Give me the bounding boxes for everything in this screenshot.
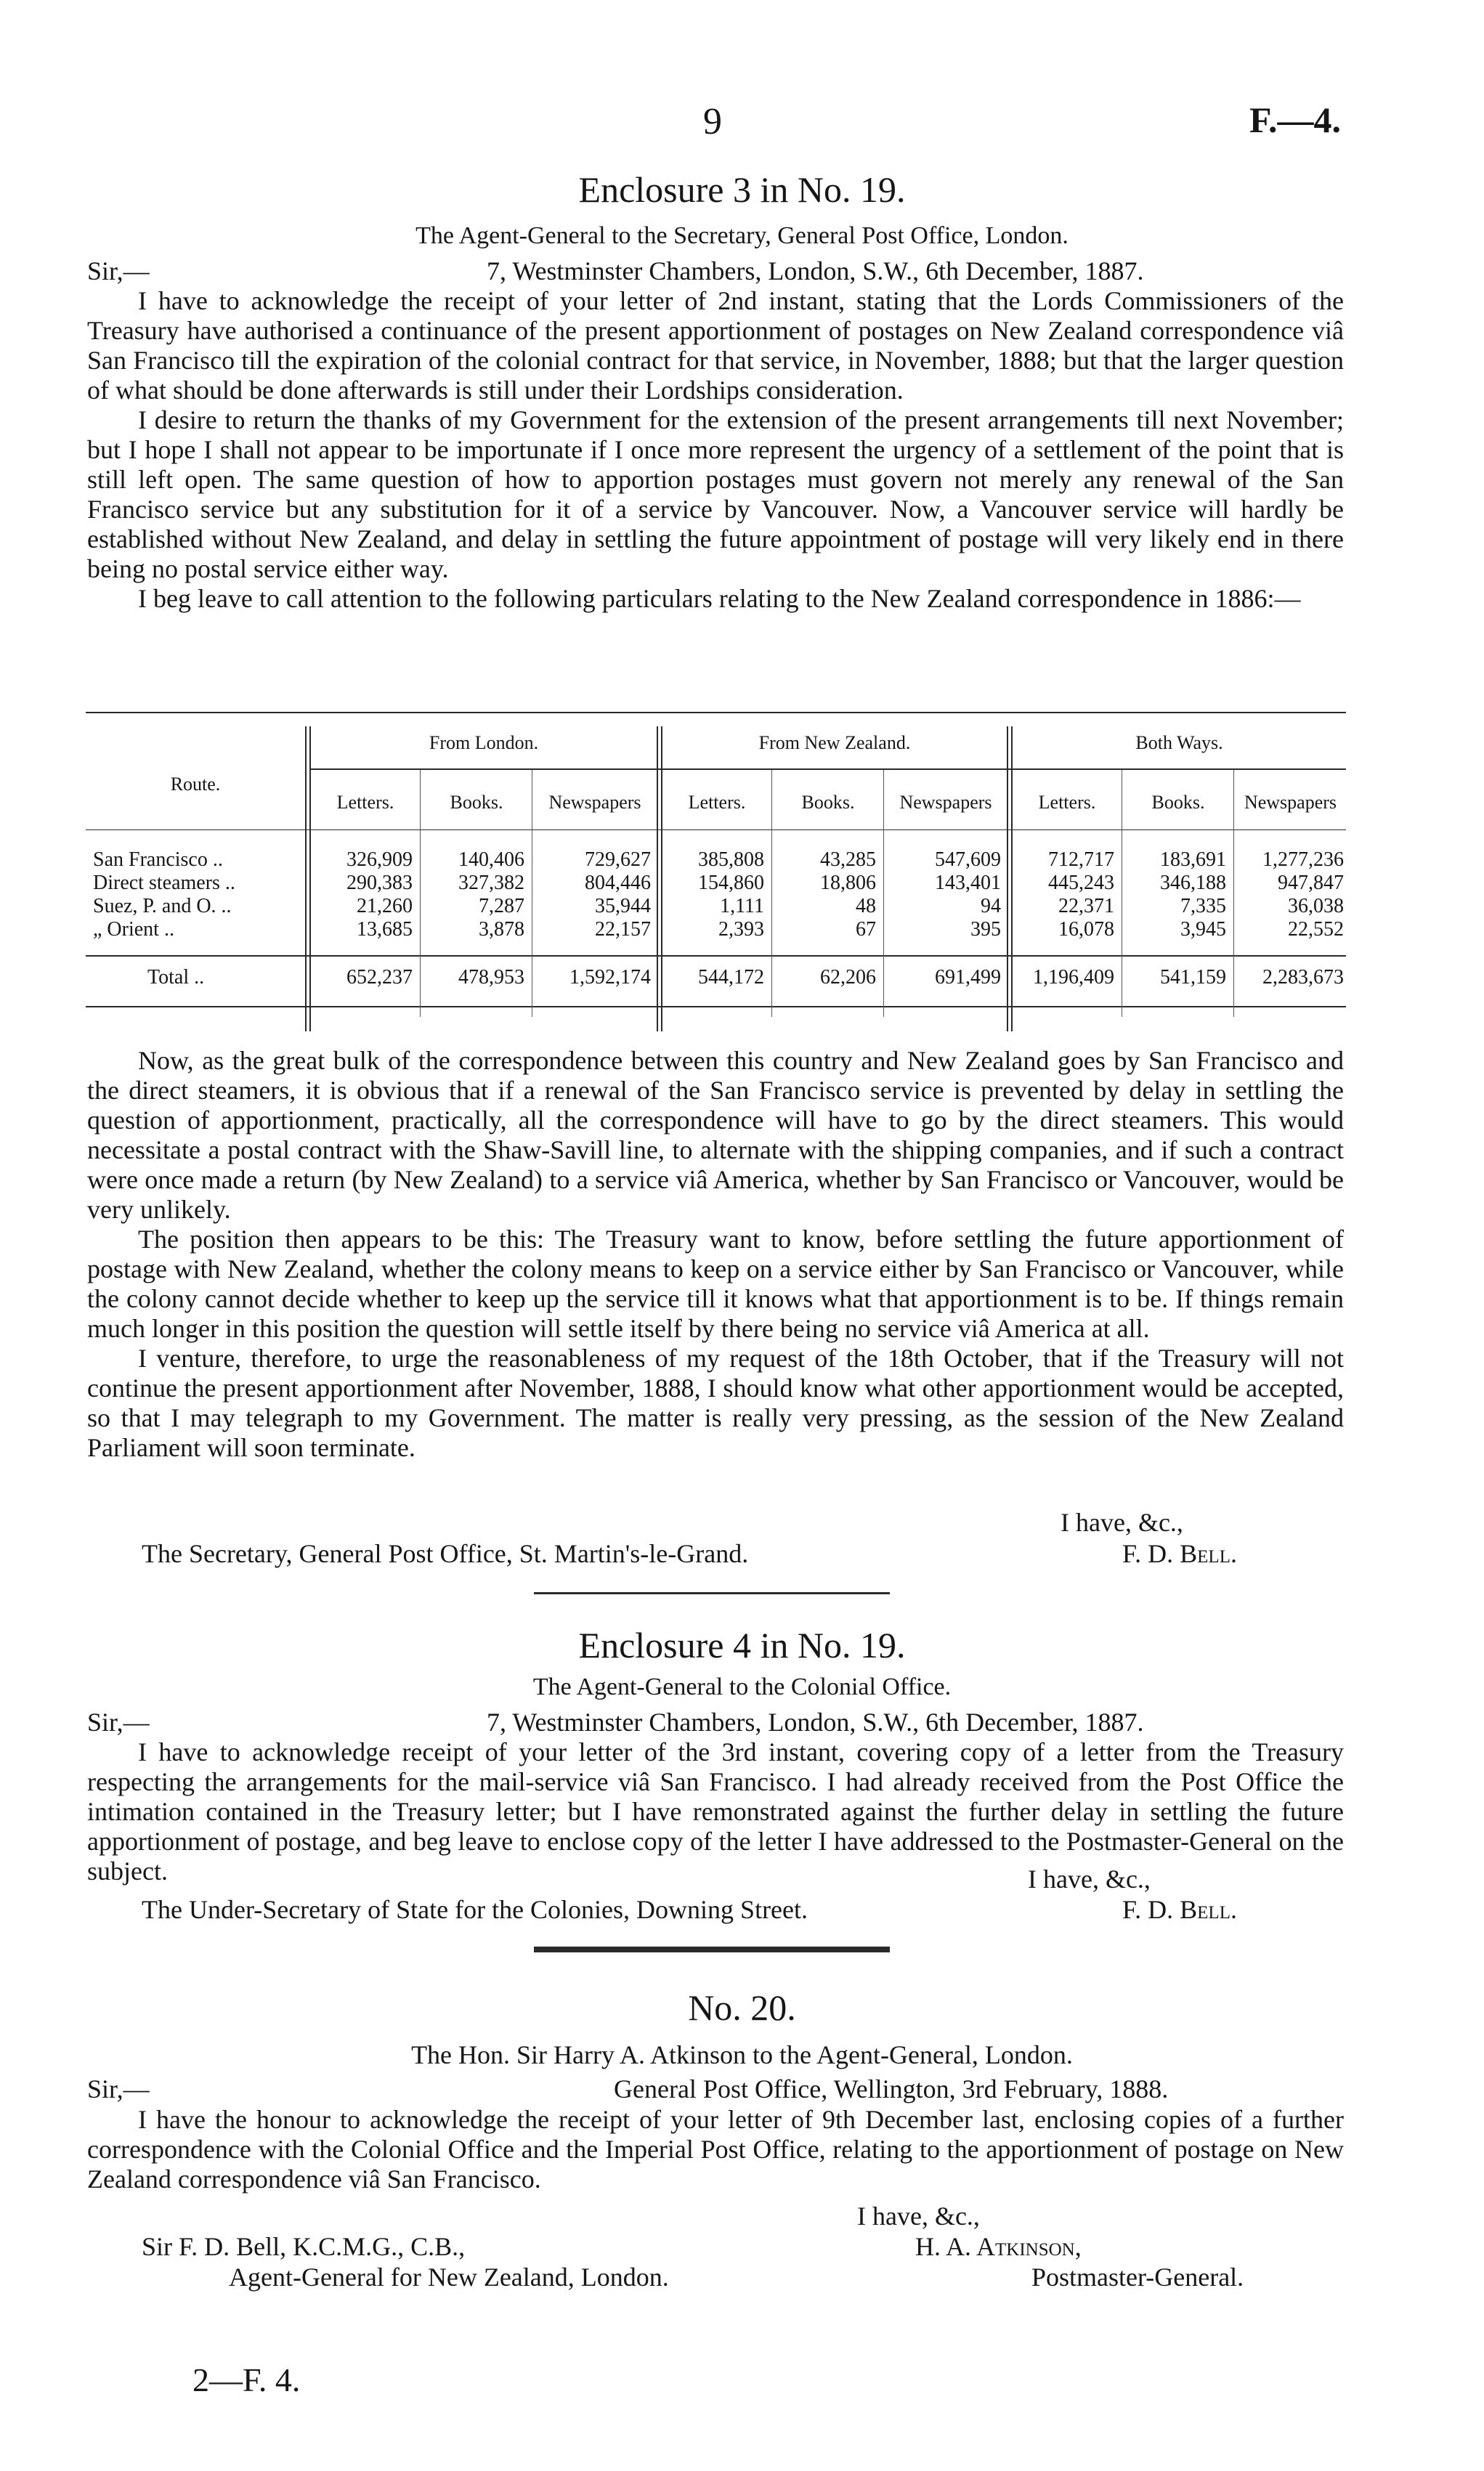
- enclosure-3-from-to: The Agent-General to the Secretary, General Post Office, London.: [415, 222, 1069, 249]
- no-20-closing: I have, &c.,: [857, 2202, 980, 2231]
- paragraph: I have to acknowledge receipt of your letter of the 3rd instant, covering copy of a letter from the Treasury respecting the arrangements for the mail-service viâ San Francisco. I had already received from the Post Office the intimation contained in the Treasury letter; but I have remonstrated against the further delay in settling the future apportionment of postage, and beg leave to enclose copy of the letter I have addressed to the Postmaster-General on the subject.: [87, 1737, 1344, 1886]
- signature-mark: 2—F. 4.: [192, 2361, 301, 2398]
- table-cell: 327,382: [458, 872, 524, 894]
- enclosure-3-address: 7, Westminster Chambers, London, S.W., 6th December, 1887.: [487, 256, 1144, 285]
- table-row-route: Total ..: [147, 966, 205, 989]
- table-cell: 35,944: [595, 895, 651, 917]
- table-cell: 22,157: [595, 918, 651, 941]
- table-cell: 13,685: [357, 918, 413, 941]
- no-20-salutation: Sir,—: [87, 2074, 150, 2103]
- table-cell: 1,111: [720, 895, 764, 917]
- table-cell: 729,627: [585, 848, 651, 871]
- table-cell: 3,878: [479, 918, 524, 941]
- no-20-address: General Post Office, Wellington, 3rd February, 1888.: [614, 2074, 1169, 2103]
- subheader-books: Books.: [801, 792, 855, 813]
- table-cell: 183,691: [1160, 848, 1226, 871]
- enclosure-3-signature: F. D. Bell.: [1122, 1539, 1237, 1568]
- group-header-from-london: From London.: [429, 732, 539, 753]
- group-header-from-new-zealand: From New Zealand.: [758, 732, 911, 753]
- subheader-books: Books.: [1151, 792, 1205, 813]
- table-cell: 346,188: [1160, 872, 1226, 894]
- enclosure-4-signature: F. D. Bell.: [1122, 1895, 1237, 1924]
- table-cell: 36,038: [1288, 895, 1344, 917]
- no-20-from-to: The Hon. Sir Harry A. Atkinson to the Agent-General, London.: [411, 2040, 1073, 2069]
- table-cell: 445,243: [1048, 872, 1114, 894]
- table-cell: 691,499: [935, 966, 1001, 989]
- table-cell: 43,285: [820, 848, 876, 871]
- table-cell: 7,287: [479, 895, 524, 917]
- subheader-books: Books.: [450, 792, 503, 813]
- paragraph: The position then appears to be this: The Treasury want to know, before settling the future apportionment of postage with New Zealand, whether the colony means to keep on a service either by San Francisco or Vancouver, while the colony cannot decide whether to keep up the service till it knows what that apportionment is to be. If things remain much longer in this position the question will settle itself by there being no service viâ America at all.: [87, 1225, 1344, 1343]
- table-cell: 1,196,409: [1033, 966, 1114, 989]
- table-cell: 2,393: [718, 918, 764, 941]
- table-cell: 3,945: [1180, 918, 1226, 941]
- table-cell: 804,446: [585, 872, 651, 894]
- subheader-newspapers: Newspapers: [1244, 792, 1337, 813]
- table-cell: 544,172: [698, 966, 764, 989]
- enclosure-3-addressee: The Secretary, General Post Office, St. Martin's-le-Grand.: [142, 1539, 749, 1568]
- subheader-newspapers: Newspapers: [899, 792, 992, 813]
- paragraph: I desire to return the thanks of my Government for the extension of the present arrangements till next November; but I hope I shall not appear to be importunate if I once more represent the urgency of a settlement of the point that is still left open. The same question of how to apportion postages must govern not merely any renewal of the San Francisco service but any substitution for it of a service by Vancouver. Now, a Vancouver service will hardly be established without New Zealand, and delay in settling the future appointment of postage will very likely end in there being no postal service either way.: [87, 405, 1344, 583]
- table-cell: 290,383: [346, 872, 413, 894]
- table-cell: 478,953: [458, 966, 524, 989]
- table-cell: 326,909: [346, 848, 413, 871]
- no-20-signature-title: Postmaster-General.: [1031, 2263, 1244, 2292]
- section-divider: [534, 1592, 890, 1594]
- table-row-route: „ Orient ..: [93, 918, 174, 941]
- table-row-route: Suez, P. and O. ..: [93, 895, 232, 917]
- enclosure-4-addressee: The Under-Secretary of State for the Colonies, Downing Street.: [142, 1895, 808, 1924]
- table-cell: 67: [856, 918, 876, 941]
- paragraph: I have to acknowledge the receipt of your letter of 2nd instant, stating that the Lords Commissioners of the Treasury have authorised a continuance of the present apportionment of postages on New Zealand correspondence viâ San Francisco till the expiration of the colonial contract for that service, in November, 1888; but that the larger question of what should be done afterwards is still under their Lordships consideration.: [87, 286, 1344, 405]
- paragraph: I beg leave to call attention to the following particulars relating to the New Zealand correspondence in 1886:—: [138, 584, 1301, 613]
- enclosure-4-address: 7, Westminster Chambers, London, S.W., 6th December, 1887.: [487, 1708, 1144, 1737]
- table-cell: 62,206: [820, 966, 876, 989]
- table-cell: 22,552: [1288, 918, 1344, 941]
- table-cell: 712,717: [1048, 848, 1114, 871]
- correspondence-table: [86, 712, 1346, 1031]
- enclosure-4-from-to: The Agent-General to the Colonial Office.: [532, 1673, 952, 1700]
- table-cell: 143,401: [935, 872, 1001, 894]
- table-cell: 1,277,236: [1262, 848, 1344, 871]
- table-cell: 16,078: [1058, 918, 1114, 941]
- no-20-body: [87, 2105, 1344, 2194]
- enclosure-3-body-continued: [87, 1046, 1344, 1463]
- table-cell: 48: [856, 895, 876, 917]
- table-cell: 18,806: [820, 872, 876, 894]
- document-reference: F.—4.: [1249, 100, 1341, 140]
- table-cell: 652,237: [346, 966, 413, 989]
- group-header-both-ways: Both Ways.: [1135, 732, 1223, 753]
- table-row-route: San Francisco ..: [93, 848, 223, 871]
- no-20-addressee-line-1: Sir F. D. Bell, K.C.M.G., C.B.,: [142, 2232, 466, 2261]
- table-cell: 1,592,174: [569, 966, 651, 989]
- no-20-addressee-line-2: Agent-General for New Zealand, London.: [229, 2263, 669, 2292]
- table-cell: 21,260: [357, 895, 413, 917]
- table-cell: 22,371: [1058, 895, 1114, 917]
- subheader-letters: Letters.: [336, 792, 394, 813]
- enclosure-3-salutation: Sir,—: [87, 256, 150, 285]
- subheader-letters: Letters.: [1038, 792, 1096, 813]
- enclosure-3-title: Enclosure 3 in No. 19.: [578, 169, 906, 210]
- table-cell: 140,406: [458, 848, 524, 871]
- no-20-signature-name: H. A. Atkinson,: [915, 2232, 1082, 2261]
- enclosure-4-closing: I have, &c.,: [1028, 1865, 1151, 1894]
- paragraph: Now, as the great bulk of the correspondence between this country and New Zealand goes by San Francisco and the direct steamers, it is obvious that if a renewal of the San Francisco service is prevented by delay in settling the question of apportionment, practically, all the correspondence will have to go by the direct steamers. This would necessitate a postal contract with the Shaw-Savill line, to alternate with the shipping companies, and if such a contract were once made a return (by New Zealand) to a service viâ America, whether by San Francisco or Vancouver, would be very unlikely.: [87, 1046, 1344, 1224]
- table-cell: 385,808: [698, 848, 764, 871]
- enclosure-4-title: Enclosure 4 in No. 19.: [578, 1625, 906, 1665]
- enclosure-3-closing: I have, &c.,: [1061, 1508, 1183, 1537]
- table-cell: 2,283,673: [1262, 966, 1344, 989]
- paragraph: I have the honour to acknowledge the receipt of your letter of 9th December last, enclosing copies of a further correspondence with the Colonial Office and the Imperial Post Office, relating to the apportionment of postage on New Zealand correspondence viâ San Francisco.: [87, 2105, 1344, 2194]
- table-row-route: Direct steamers ..: [93, 872, 235, 894]
- table-cell: 395: [970, 918, 1001, 941]
- enclosure-3-body: [87, 286, 1344, 614]
- table-cell: 547,609: [935, 848, 1001, 871]
- table-cell: 94: [981, 895, 1001, 917]
- section-divider: [534, 1947, 890, 1952]
- subheader-letters: Letters.: [688, 792, 746, 813]
- no-20-title: No. 20.: [688, 1987, 796, 2028]
- enclosure-4-body: [87, 1737, 1344, 1886]
- paragraph: I venture, therefore, to urge the reasonableness of my request of the 18th October, that if the Treasury will not continue the present apportionment after November, 1888, I should know what other apportionment would be accepted, so that I may telegraph to my Government. The matter is really very pressing, as the session of the New Zealand Parliament will soon terminate.: [87, 1344, 1344, 1462]
- table-cell: 541,159: [1160, 966, 1226, 989]
- enclosure-4-salutation: Sir,—: [87, 1708, 150, 1737]
- table-cell: 154,860: [698, 872, 764, 894]
- table-cell: 7,335: [1180, 895, 1226, 917]
- route-column-header: Route.: [170, 774, 221, 795]
- subheader-newspapers: Newspapers: [548, 792, 641, 813]
- page-number: 9: [703, 101, 722, 142]
- table-cell: 947,847: [1278, 872, 1344, 894]
